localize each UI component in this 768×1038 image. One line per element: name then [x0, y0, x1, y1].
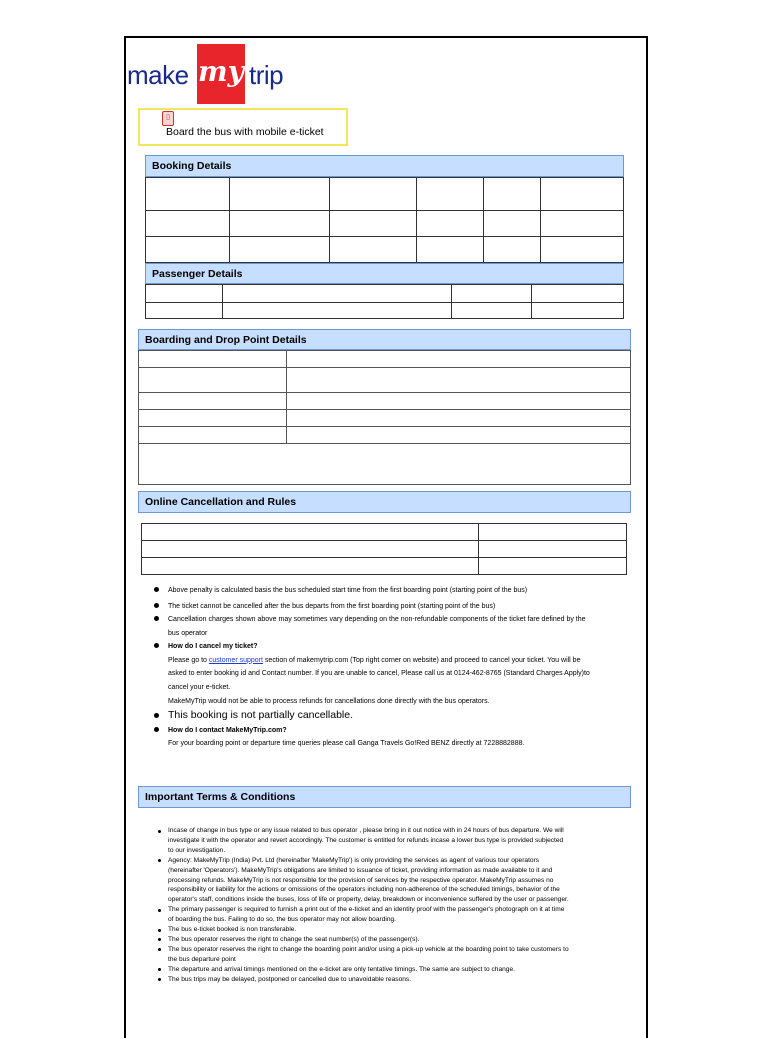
logo-make-text: make: [127, 60, 189, 90]
boarding-drop-table: [138, 350, 631, 485]
banner-text: Board the bus with mobile e-ticket: [166, 126, 324, 138]
terms-line: The bus trips may be delayed, postponed or cancelled due to unavoidable reasons.: [168, 975, 412, 983]
cancellation-header: Online Cancellation and Rules: [138, 491, 631, 513]
bullet-icon: [154, 643, 159, 648]
partial-cancel-text: This booking is not partially cancellable.: [168, 708, 354, 721]
rule-no-cancel-text: The ticket cannot be cancelled after the bus departs from the first boarding point (starting point of the bus): [168, 602, 496, 610]
logo-my-badge: my: [197, 44, 245, 104]
cancellation-table: [141, 523, 627, 575]
terms-line: Agency: MakeMyTrip (India) Pvt. Ltd (hereinafter 'MakeMyTrip') is only providing the services as agent of various tour operators: [168, 856, 540, 864]
terms-line: The primary passenger is required to furnish a print out of the e-ticket and an identity proof with the passenger's photograph on it at time: [168, 906, 565, 914]
bullet-icon: [154, 603, 159, 608]
terms-line: Incase of change in bus type or any issue related to bus operator , please bring in it out notice with in 24 hours of bus departure. We will: [168, 827, 564, 834]
terms-line: investigate it with the operator and revert accordingly. The customer is entitled for refunds incase a lower bus type is provided subjected: [168, 836, 564, 844]
terms-header: Important Terms & Conditions: [138, 786, 631, 808]
bullet-icon: [158, 909, 161, 912]
terms-item: [168, 935, 630, 945]
booking-details-table: [145, 177, 624, 263]
passenger-details-header: Passenger Details: [145, 263, 624, 284]
boarding-drop-header: Boarding and Drop Point Details: [138, 329, 631, 350]
bullet-icon: [154, 727, 159, 732]
terms-item: [168, 905, 630, 925]
rule-penalty-text: Above penalty is calculated basis the bus scheduled start time from the first boarding point (starting point of the bus): [168, 587, 528, 594]
rule-charges-text: Cancellation charges shown above may sometimes vary depending on the non-refundable components of the ticket fare defined by the: [168, 616, 586, 623]
terms-item: [168, 945, 630, 965]
terms-list: [168, 826, 630, 985]
passenger-details-table: [145, 284, 624, 319]
customer-support-link[interactable]: customer support: [208, 656, 263, 664]
rule-item: [168, 724, 628, 738]
faq-cancel-answer-line2: asked to enter booking id and Contact number. If you are unable to cancel, Please call us at 0124-462-8765 (Standard Charges Apply)to: [168, 670, 590, 677]
mobile-ticket-icon: ▯: [162, 111, 174, 126]
makemytrip-logo: [127, 44, 297, 106]
bullet-icon: [154, 616, 159, 621]
faq-cancel-answer-line3: cancel your e-ticket.: [168, 683, 231, 691]
terms-line: (hereinafter 'Operators'). MakeMyTrip's obligations are limited to issuance of ticket, providing information as made available to it and: [168, 866, 553, 874]
rule-item: [168, 709, 628, 722]
bullet-icon: [154, 713, 159, 718]
booking-details-header: Booking Details: [145, 155, 624, 177]
faq-cancel-question: How do I cancel my ticket?: [168, 643, 258, 650]
faq-cancel-answer-line4: MakeMyTrip would not be able to process refunds for cancellations done directly with the bus operators.: [168, 698, 490, 705]
terms-item: [168, 856, 630, 906]
bullet-icon: [158, 929, 161, 932]
faq-cancel-answer-pre: Please go to: [168, 656, 207, 664]
terms-line: of boarding the bus. Failing to do so, the bus operator may not allow boarding.: [168, 916, 396, 924]
logo-trip-text: trip: [249, 60, 284, 90]
rule-charges-text-2: bus operator: [168, 629, 208, 637]
terms-line: the bus departure point: [168, 955, 236, 963]
terms-item: [168, 925, 630, 935]
terms-line: responsibility or liability for the actions or omissions of the operators including non-adherence of the scheduled timings, behavior of the: [168, 886, 560, 894]
terms-item: [168, 965, 630, 975]
rule-item: [168, 613, 628, 640]
terms-item: [168, 975, 630, 985]
faq-contact-question: How do I contact MakeMyTrip.com?: [168, 726, 287, 734]
bullet-icon: [154, 587, 159, 592]
terms-item: [168, 826, 630, 856]
terms-line: to our investigation.: [168, 846, 226, 854]
terms-line: operator's staff, conditions inside the buses, loss of life or property, delay, breakdown or inconvenience suffered by the user or passenger.: [168, 896, 569, 904]
mobile-ticket-banner: [138, 108, 348, 146]
rule-item: [168, 584, 628, 598]
terms-line: The bus operator reserves the right to change the boarding point and/or using a pick-up vehicle at the boarding point to take customers to: [168, 945, 569, 953]
rule-item: [168, 640, 628, 654]
faq-cancel-answer-post: section of makemytrip.com (Top right corner on website) and proceed to cancel your ticket. You will be: [264, 656, 581, 664]
faq-cancel-answer: [168, 654, 628, 668]
rule-item: [168, 600, 628, 614]
faq-contact-answer: For your boarding point or departure time queries please call Ganga Travels Go!Red BENZ directly at 7228882888.: [168, 740, 525, 747]
terms-line: The bus e-ticket booked is non transferable.: [168, 926, 297, 934]
terms-line: The departure and arrival timings mentioned on the e-ticket are only tentative timings. The same are subject to change.: [168, 965, 515, 973]
cancellation-rules: [168, 584, 628, 751]
terms-line: processing refunds. MakeMyTrip is not responsible for the provision of services by the respective operator. MakeMyTrip assumes no: [168, 876, 554, 884]
terms-line: The bus operator reserves the right to change the seat number(s) of the passenger(s).: [168, 935, 420, 943]
bullet-icon: [158, 830, 161, 833]
